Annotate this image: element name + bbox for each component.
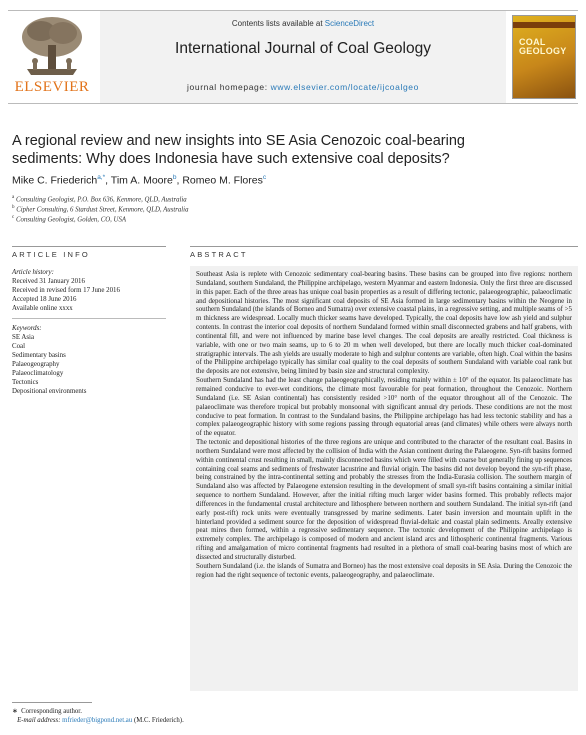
- affiliation-marker: a: [12, 195, 15, 200]
- publisher-logo[interactable]: [8, 13, 96, 99]
- author-affiliation-marker[interactable]: a,*: [97, 174, 106, 181]
- affiliation-text: Cipher Consulting, 6 Stardust Street, Kenmore, QLD, Australia: [16, 206, 189, 214]
- affiliation-marker: b: [12, 205, 15, 210]
- journal-cover-thumbnail[interactable]: [512, 15, 576, 99]
- journal-banner: [100, 11, 506, 103]
- section-divider: [12, 246, 166, 247]
- cover-bar: [513, 22, 575, 28]
- article-info-heading: ARTICLE INFO: [12, 250, 90, 259]
- contents-line: [100, 19, 506, 28]
- email-note: [12, 717, 184, 724]
- keyword[interactable]: Tectonics: [12, 379, 39, 386]
- publisher-name: ELSEVIER: [14, 79, 90, 95]
- history-entry: Accepted 18 June 2016: [12, 296, 77, 303]
- asterisk-icon: ∗: [12, 708, 18, 715]
- elsevier-tree-icon: [17, 15, 87, 77]
- author-name[interactable]: Mike C. Friederich: [12, 174, 98, 187]
- homepage-line: [100, 82, 506, 92]
- footnote-divider: [12, 702, 92, 703]
- email-link[interactable]: mfrieder@bigpond.net.au: [62, 717, 133, 724]
- keyword[interactable]: Palaeoclimatology: [12, 370, 64, 377]
- cover-title-line1: COAL: [519, 37, 546, 47]
- article-title-line1: A regional review and new insights into SE Asia Cenozoic coal-bearing: [12, 133, 465, 149]
- abstract-paragraph: Southern Sundaland has had the least change palaeogeographically, residing mainly within ± 10° of the equator. Its palaeoclimate has remained conducive to ever-wet conditions, the climate most favourable for peat formation, throughout the Cenozoic. Northern Sundaland (i.e. SE Asian continental) has consistently resided >10° north of the equator throughout all of the Cenozoic. The palaeoclimate was therefore tropical but probably monsoonal with significant annual dry periods. These conditions are not the most conducive to peat formation. In contrast to the Sundaland basins, the Philippine archipelago has had less tectonic stability and has a complex palaeogeographic history with some regions passing through equatorial areas (and climates) while others were always north of the equator.: [196, 376, 572, 438]
- section-divider: [190, 246, 578, 247]
- homepage-prefix: journal homepage:: [187, 82, 271, 92]
- author-name[interactable]: Romeo M. Flores: [182, 174, 263, 187]
- cover-title: [519, 38, 567, 56]
- abstract-body: [190, 266, 578, 691]
- journal-header: [8, 10, 578, 104]
- keyword[interactable]: SE Asia: [12, 334, 35, 341]
- email-label: E-mail address:: [17, 717, 61, 724]
- abstract-paragraph: Southern Sundaland (i.e. the islands of Sumatra and Borneo) has the most extensive coal deposits in SE Asia. During the Cenozoic the region had the right sequence of tectonic events, palaeogeography, and palaeoclimate.: [196, 561, 572, 579]
- history-entry: Available online xxxx: [12, 305, 73, 312]
- sciencedirect-link[interactable]: ScienceDirect: [324, 19, 375, 28]
- keywords-divider: [12, 318, 166, 319]
- article-history: [12, 268, 120, 313]
- affiliation-text: Consulting Geologist, Golden, CO, USA: [15, 216, 127, 224]
- affiliation-marker: c: [12, 215, 15, 220]
- history-entry: Received 31 January 2016: [12, 278, 85, 285]
- affiliation: [12, 205, 188, 213]
- author-name[interactable]: Tim A. Moore: [110, 174, 173, 187]
- article-title: [12, 132, 552, 168]
- article-title-line2: sediments: Why does Indonesia have such extensive coal deposits?: [12, 151, 450, 167]
- keyword[interactable]: Depositional environments: [12, 388, 87, 395]
- author-affiliation-marker[interactable]: c: [262, 174, 267, 181]
- corresponding-author-note: [12, 707, 82, 715]
- contents-prefix: Contents lists available at: [231, 19, 325, 28]
- affiliation: [12, 215, 126, 223]
- abstract-heading: ABSTRACT: [190, 250, 248, 259]
- keyword[interactable]: Palaeogeography: [12, 361, 60, 368]
- affiliation: [12, 195, 187, 203]
- abstract-paragraph: Southeast Asia is replete with Cenozoic sedimentary coal-bearing basins. These basins can be grouped into five regions: northern Sundaland, southern Sundaland, the Philippine archipelago, western Myanmar and eastern Indonesia. Only the first three are discussed in this paper. Each of the three areas has unique coal basin properties as a result of differing tectonic, palaeogeographic, palaeoclimatic and depositional histories. The most significant coal deposits of SE Asia formed in large sedimentary basins within the Neogene in southern Sundaland (the islands of Borneo and Sumatra) over extensive coastal plains, in a regressive setting, and multiple seams of >5 m thickness are widespread. Locally much thicker seams have developed. Typically, the coal deposits have low ash yield and sulphur contents. In contrast the interior coal deposits of northern Sundaland formed within small disconnected grabens and half grabens, with continental fill, and were not influenced by marine base level changes. The coal deposits are areally restricted. Coal thickness is variable, with one or two main seams, up to 6 to 20 m when well developed, but there are locally much thicker coal-dominated stratigraphic intervals. The ash yields are usually moderate to high and sulphur contents are variable, often high. Coal within the basins of the Philippine archipelago typically has similar coal quality to the coal deposits of southern Sundaland with variable coal rank but the deposits are not extensive, being limited by basin size and structural complexity.: [196, 270, 572, 376]
- history-entry: Received in revised form 17 June 2016: [12, 287, 120, 294]
- author-list: Mike C. Friederich$^{a,*}$, Tim A. Moore$^b$, Romeo M. Flores$^c$: [12, 174, 267, 187]
- abstract-paragraph: The tectonic and depositional histories of the three regions are unique and contributed to the character of the resultant coal. Basins in northern Sundaland were most affected by the collision of India with the Asian continent during the Palaeogene. Syn-rift basins formed within continental crust resulting in small, mainly disconnected basins which were filled with coarse but generally fining up sequences containing coal seams and sediments of freshwater lacustrine and fluvial origin. The basins did not develop beyond the syn-rift phase, being constrained by the intra-continental setting and probably the stresses from the India-Eurasia collision. The southern margin of Sundaland also was affected by Palaeogene extension resulting in the development of small syn-rift basins containing a similar initial sequence to northern Sundaland. However, after the initial rifting much larger wider basins formed. This probably reflects major differences in the fundamental crustal architecture and lithosphere between northern and southern Sundaland. The initial syn-rift (and early post-rift) rock units were eventually transgressed by marine sediments. Later basin inversion and mountain uplift in the hinterland provided a sediment source for the deposition of widespread fluvial-deltaic and coastal plain sediments. Areally extensive peat mires then formed, within a regressive sedimentary sequence. The tectonic development of the Philippine archipelago is extremely complex. The archipelago is composed of modern and ancient island arcs and lithospheric continental fragments. Various rifting and amalgamation of micro continental fragments had resulted in a plethora of small coal-bearing basins most of which are dissected and structurally disturbed.: [196, 438, 572, 561]
- author-affiliation-marker[interactable]: b: [172, 174, 177, 181]
- history-label: Article history:: [12, 269, 54, 276]
- homepage-link[interactable]: www.elsevier.com/locate/ijcoalgeo: [270, 82, 419, 92]
- cover-title-line2: GEOLOGY: [519, 46, 567, 56]
- keywords: [12, 324, 86, 396]
- keyword[interactable]: Coal: [12, 343, 26, 350]
- corresponding-text: Corresponding author.: [21, 708, 82, 715]
- keywords-label: Keywords:: [12, 325, 42, 332]
- email-suffix: (M.C. Friederich).: [133, 717, 184, 724]
- affiliation-text: Consulting Geologist, P.O. Box 636, Kenmore, QLD, Australia: [15, 196, 187, 204]
- keyword[interactable]: Sedimentary basins: [12, 352, 66, 359]
- journal-title[interactable]: International Journal of Coal Geology: [175, 40, 431, 57]
